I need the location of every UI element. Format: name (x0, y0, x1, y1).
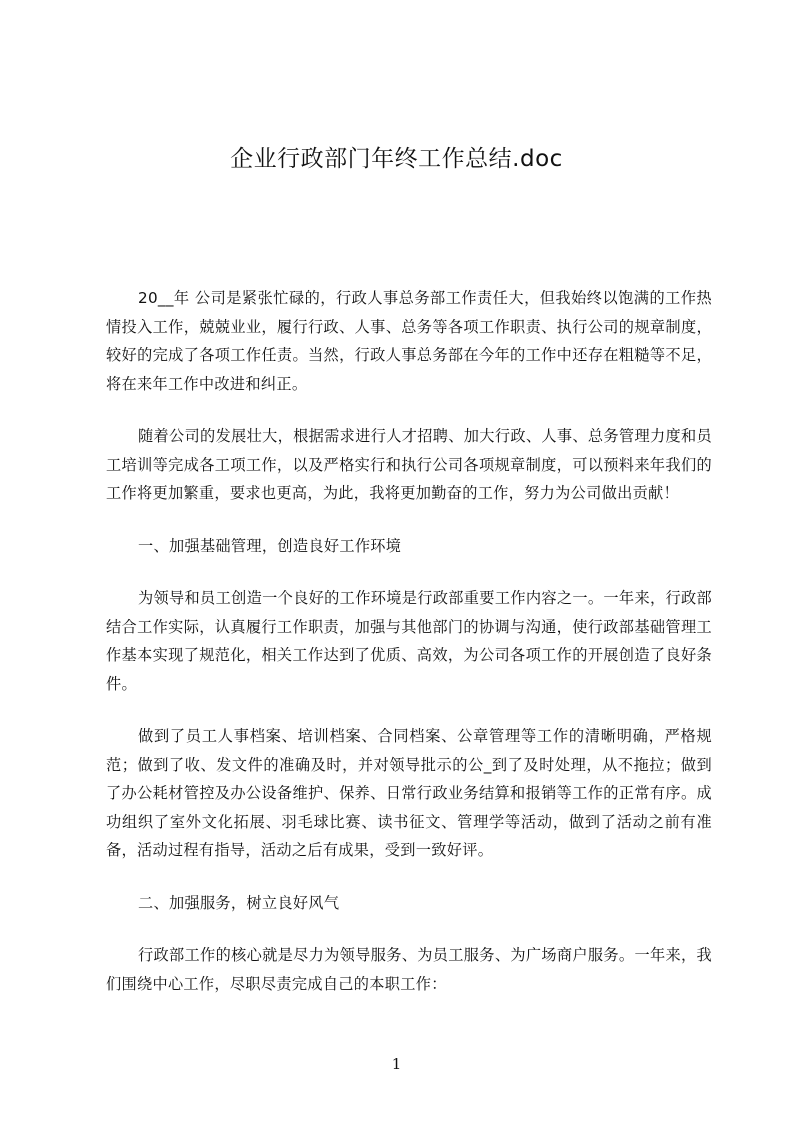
paragraph-intro: 20__年 公司是紧张忙碌的，行政人事总务部工作责任大，但我始终以饱满的工作热情投入工作，兢兢业业，履行行政、人事、总务等各项工作职责、执行公司的规章制度，较好的完成了各项工作任责。当然，行政人事总务部在今年的工作中还存在粗糙等不足，将在来年工作中改进和纠正。 (106, 289, 712, 393)
section-heading-1: 一、加强基础管理，创造良好工作环境 (138, 536, 402, 555)
document-body (106, 284, 712, 1022)
paragraph-outlook: 随着公司的发展壮大，根据需求进行人才招聘、加大行政、人事、总务管理力度和员工培训等完成各工项工作，以及严格实行和执行公司各项规章制度，可以预料来年我们的工作将更加繁重，要求也更高，为此，我将更加勤奋的工作，努力为公司做出贡献！ (106, 427, 712, 502)
page-number: 1 (391, 1055, 402, 1073)
document-title: 企业行政部门年终工作总结.doc (230, 146, 563, 172)
paragraph-archives: 做到了员工人事档案、培训档案、合同档案、公章管理等工作的清晰明确，严格规范；做到了收、发文件的准确及时，并对领导批示的公_到了及时处理，从不拖拉；做到了办公耗材管控及办公设备维护、保养、日常行政业务结算和报销等工作的正常有序。成功组织了室外文化拓展、羽毛球比赛、读书征文、管理学等活动，做到了活动之前有准备，活动过程有指导，活动之后有成果，受到一致好评。 (106, 727, 712, 859)
paragraph-environment: 为领导和员工创造一个良好的工作环境是行政部重要工作内容之一。一年来，行政部结合工作实际，认真履行工作职责，加强与其他部门的协调与沟通，使行政部基础管理工作基本实现了规范化，相关工作达到了优质、高效，为公司各项工作的开展创造了良好条件。 (106, 589, 712, 693)
paragraph-service: 行政部工作的核心就是尽力为领导服务、为员工服务、为广场商户服务。一年来，我们围绕中心工作，尽职尽责完成自己的本职工作： (106, 946, 712, 993)
section-heading-2: 二、加强服务，树立良好风气 (138, 893, 340, 912)
